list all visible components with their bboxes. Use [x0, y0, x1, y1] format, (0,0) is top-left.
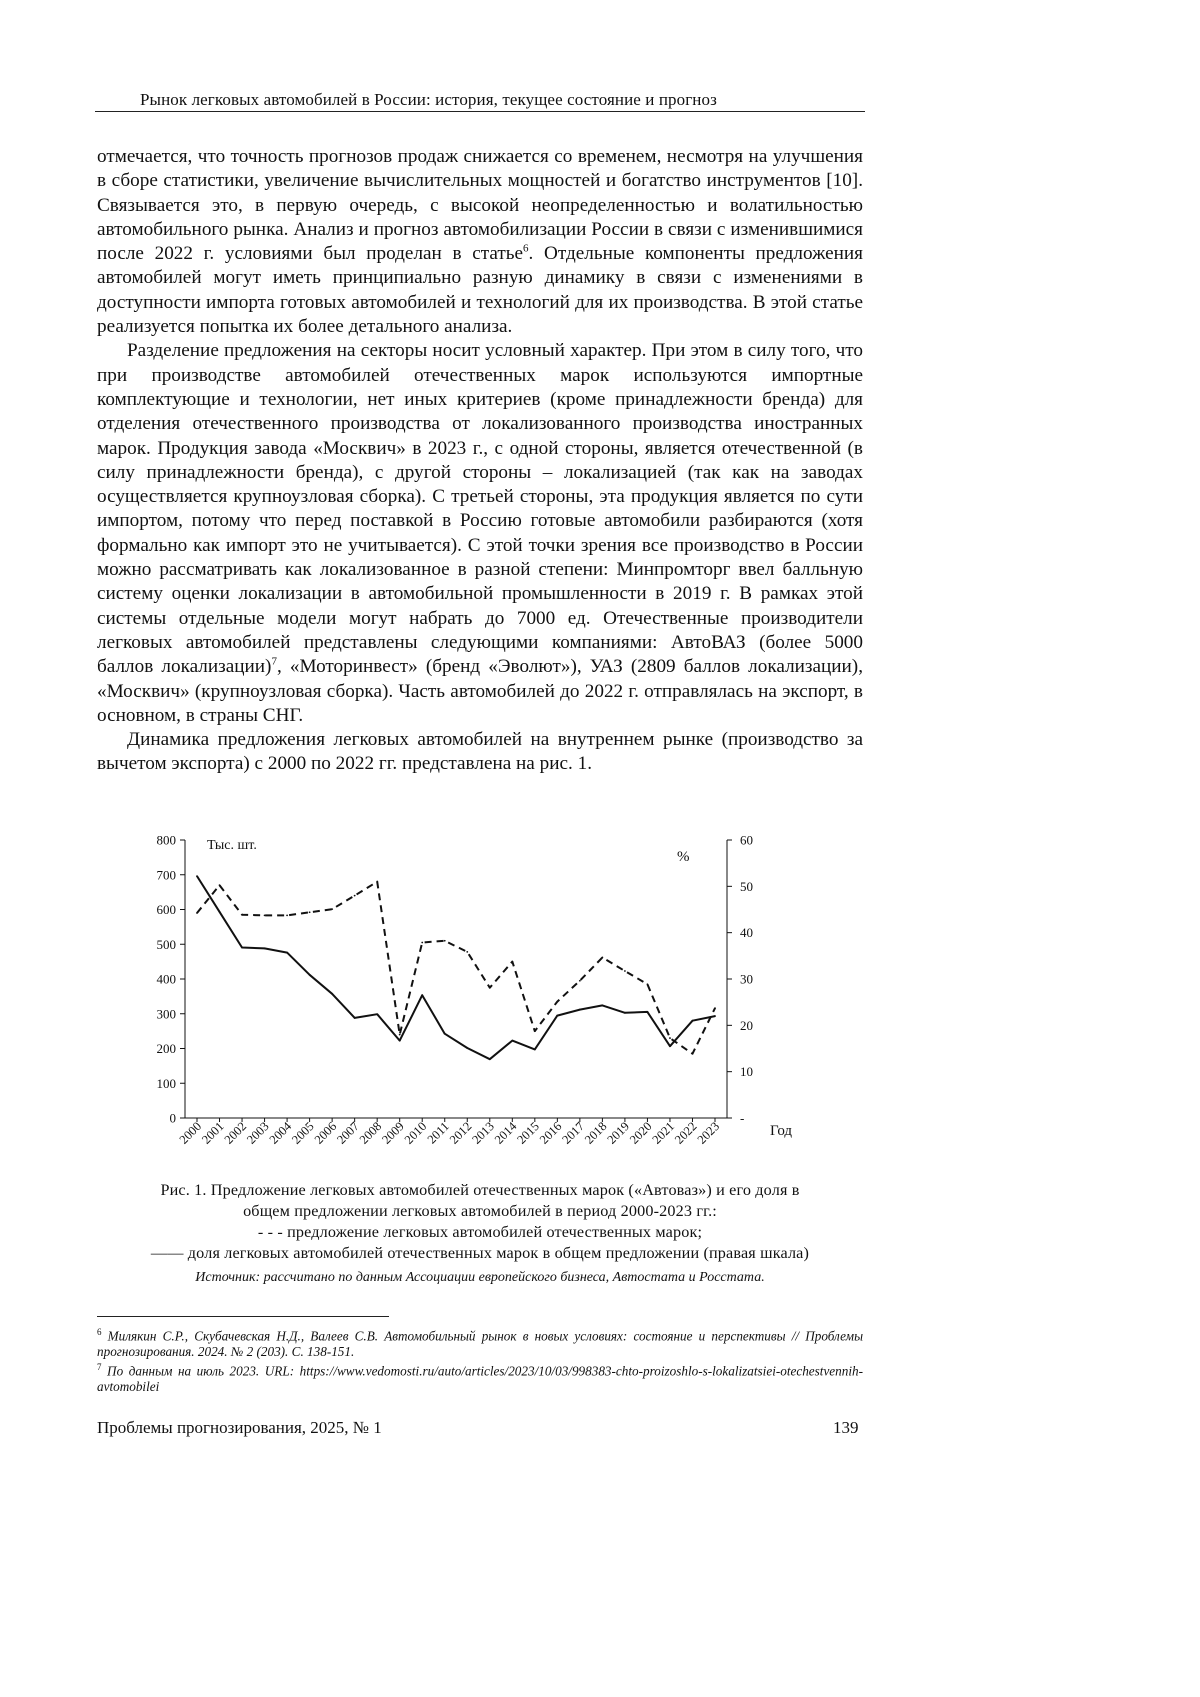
- header-rule: [95, 111, 865, 112]
- paragraph-1-text: отмечается, что точность прогнозов продаж снижается со временем, несмотря на улучшения в сборе статистики, увеличение вычислительных мощностей и богатство инструментов [10]. Связывается это, в первую очередь, с высокой неопределенностью и волатильностью автомобильного рынка. Анализ и прогноз автомобилизации России в связи с изменившимися после 2022 г. условиями был проделан в статье: [97, 146, 863, 265]
- right-axis-label: %: [677, 849, 690, 865]
- x-tick-label: 2008: [356, 1119, 385, 1147]
- x-axis-label: Год: [770, 1123, 793, 1139]
- data-point: [624, 970, 626, 972]
- data-point: [601, 957, 603, 959]
- data-point: [264, 915, 266, 917]
- footer-journal: Проблемы прогнозирования, 2025, № 1: [97, 1418, 382, 1437]
- left-tick-label: 400: [156, 971, 176, 987]
- data-point: [331, 993, 333, 995]
- left-axis-label: Тыс. шт.: [207, 838, 257, 853]
- footnote-ref-7[interactable]: 7: [271, 655, 277, 668]
- data-point: [579, 980, 581, 982]
- chart-marks: [196, 875, 716, 1060]
- series-share-line: [197, 876, 715, 1059]
- chart-svg: [140, 825, 820, 1165]
- x-tick-label: 2019: [604, 1119, 633, 1147]
- data-point: [264, 948, 266, 950]
- footnote-7-number: 7: [97, 1361, 102, 1372]
- figure-source: Источник: рассчитано по данным Ассоциации европейского бизнеса, Автостата и Росстата.: [195, 1270, 765, 1285]
- data-point: [511, 1040, 513, 1042]
- data-point: [196, 912, 198, 914]
- data-point: [241, 914, 243, 916]
- caption-line-1: Рис. 1. Предложение легковых автомобилей отечественных марок («Автоваз») и его доля в: [160, 1181, 800, 1199]
- left-tick-label: 500: [156, 936, 176, 952]
- footnote-7: [97, 1360, 863, 1395]
- left-tick-label: 200: [156, 1041, 176, 1056]
- x-tick-label: 2021: [649, 1119, 678, 1147]
- figure-1-chart: [140, 825, 820, 1165]
- footnote-rule: [97, 1316, 389, 1317]
- data-point: [534, 1030, 536, 1032]
- x-tick-label: 2001: [199, 1119, 227, 1147]
- data-point: [196, 875, 198, 877]
- left-tick-label: 100: [156, 1075, 176, 1091]
- data-point: [579, 1009, 581, 1011]
- data-point: [376, 1013, 378, 1015]
- data-point: [241, 947, 243, 949]
- x-tick-label: 2023: [694, 1119, 723, 1147]
- x-tick-label: 2018: [581, 1119, 610, 1147]
- data-point: [309, 974, 311, 976]
- x-tick-label: 2005: [289, 1119, 317, 1147]
- data-point: [624, 1012, 626, 1014]
- data-point: [399, 1040, 401, 1042]
- page-number: 139: [833, 1418, 859, 1437]
- x-tick-label: 2004: [266, 1119, 295, 1147]
- caption-line-3: - - - предложение легковых автомобилей отечественных марок;: [257, 1223, 703, 1241]
- data-point: [647, 983, 649, 985]
- data-point: [669, 1045, 671, 1047]
- left-tick-label: 700: [156, 867, 176, 883]
- footnote-ref-6[interactable]: 6: [523, 242, 529, 255]
- footnote-6-number: 6: [97, 1327, 102, 1337]
- paragraph-2: [97, 339, 863, 728]
- right-tick-label: 50: [740, 878, 753, 894]
- data-point: [692, 1020, 694, 1022]
- x-tick-label: 2011: [424, 1119, 452, 1147]
- right-tick-label: 40: [740, 925, 753, 941]
- body-text: [97, 145, 863, 777]
- right-tick-label: 10: [740, 1064, 753, 1080]
- x-tick-label: 2017: [559, 1119, 587, 1147]
- data-point: [489, 987, 491, 989]
- x-tick-label: 2000: [176, 1119, 205, 1147]
- right-tick-label: 60: [740, 832, 753, 848]
- paragraph-3: Динамика предложения легковых автомобилей на внутреннем рынке (производство за вычетом экспорта) с 2000 по 2022 гг. представлена на рис. 1.: [97, 729, 863, 775]
- x-tick-label: 2014: [491, 1119, 520, 1147]
- right-tick-label: -: [740, 1110, 745, 1126]
- footnote-6: [97, 1325, 863, 1360]
- paragraph-2-tail: , «Моторинвест» (бренд «Эволют»), УАЗ (2809 баллов локализации), «Москвич» (крупноузловая сборка). Часть автомобилей до 2022 г. отправлялась на экспорт, в основном, в страны СНГ.: [97, 656, 863, 726]
- x-tick-label: 2013: [469, 1119, 497, 1147]
- paragraph-1: [97, 145, 863, 339]
- data-point: [444, 1033, 446, 1035]
- data-point: [511, 961, 513, 963]
- running-head: Рынок легковых автомобилей в России: история, текущее состояние и прогноз: [140, 90, 717, 109]
- x-tick-label: 2003: [244, 1119, 272, 1147]
- x-tick-label: 2006: [311, 1119, 340, 1147]
- data-point: [714, 1015, 716, 1017]
- data-point: [331, 908, 333, 910]
- data-point: [556, 1015, 558, 1017]
- data-point: [399, 1034, 401, 1036]
- data-point: [421, 994, 423, 996]
- data-point: [354, 1017, 356, 1019]
- data-point: [647, 1011, 649, 1013]
- data-point: [376, 881, 378, 883]
- data-point: [714, 1007, 716, 1009]
- paragraph-1-tail: . Отдельные компоненты предложения автомобилей могут иметь принципиально разную динамику в связи с изменениями в доступности импорта готовых автомобилей и технологий для их производства. В этой статье реализуется попытка их более детального анализа.: [97, 243, 863, 338]
- data-point: [556, 1001, 558, 1003]
- x-tick-label: 2022: [672, 1119, 700, 1147]
- paragraph-2-text: Разделение предложения на секторы носит условный характер. При этом в силу того, что при производстве автомобилей отечественных марок используются импортные комплектующие и технологии, нет иных критериев (кроме принадлежности бренда) для отделения отечественного производства от локализованного производства иностранных марок. Продукция завода «Москвич» в 2023 г., с одной стороны, является отечественной (в силу принадлежности бренда), с другой стороны – локализацией (так как на заводах осуществляется крупноузловая сборка). С третьей стороны, эта продукция является по сути импортом, потому что перед поставкой в Россию готовые автомобили разбираются (хотя формально как импорт это не учитывается). С этой точки зрения все производство в России можно рассматривать как локализованное в разной степени: Минпромторг ввел балльную систему оценки локализации в автомобильной промышленности в 2019 г. В рамках этой системы отдельные модели могут набрать до 7000 ед. Отечественные производители легковых автомобилей представлены следующими компаниями: АвтоВАЗ (более 5000 баллов локализации): [97, 340, 863, 678]
- x-tick-label: 2007: [334, 1119, 362, 1147]
- x-tick-label: 2009: [379, 1119, 407, 1147]
- data-point: [444, 940, 446, 942]
- right-tick-label: 30: [740, 971, 753, 987]
- x-tick-label: 2012: [446, 1119, 475, 1147]
- data-point: [669, 1037, 671, 1039]
- figure-caption: [90, 1180, 870, 1264]
- left-tick-label: 800: [156, 832, 176, 848]
- data-point: [219, 911, 221, 913]
- left-tick-label: 300: [156, 1006, 176, 1022]
- data-point: [534, 1049, 536, 1051]
- chart-axes: [157, 833, 754, 1147]
- data-point: [309, 911, 311, 913]
- footnote-6-text: Милякин С.Р., Скубачевская Н.Д., Валеев С.В. Автомобильный рынок в новых условиях: состояние и перспективы // Проблемы прогнозирования. 2024. № 2 (203). С. 138-151.: [97, 1328, 863, 1359]
- data-point: [489, 1058, 491, 1060]
- footnote-7-text[interactable]: По данным на июль 2023. URL: https://www.vedomosti.ru/auto/articles/2023/10/03/998383-chto-proizoshlo-s-lokalizatsiei-otechestvennih-avtomobilei: [97, 1362, 863, 1394]
- left-tick-label: 600: [156, 902, 176, 917]
- x-tick-label: 2015: [514, 1119, 542, 1147]
- caption-line-2: общем предложении легковых автомобилей в период 2000-2023 гг.:: [243, 1202, 717, 1220]
- x-tick-label: 2002: [221, 1119, 250, 1147]
- data-point: [219, 884, 221, 886]
- x-tick-label: 2020: [626, 1119, 655, 1147]
- right-tick-label: 20: [740, 1017, 753, 1033]
- data-point: [601, 1005, 603, 1007]
- data-point: [692, 1053, 694, 1055]
- data-point: [421, 942, 423, 944]
- data-point: [466, 1047, 468, 1049]
- data-point: [466, 951, 468, 953]
- data-point: [286, 952, 288, 954]
- left-tick-label: 0: [169, 1110, 176, 1126]
- series-supply-line: [197, 882, 715, 1054]
- data-point: [354, 895, 356, 897]
- caption-line-4: —— доля легковых автомобилей отечественных марок в общем предложении (правая шкала): [150, 1244, 810, 1262]
- x-tick-label: 2010: [401, 1119, 430, 1147]
- x-tick-label: 2016: [536, 1119, 565, 1147]
- data-point: [286, 915, 288, 917]
- footnotes: [97, 1325, 863, 1394]
